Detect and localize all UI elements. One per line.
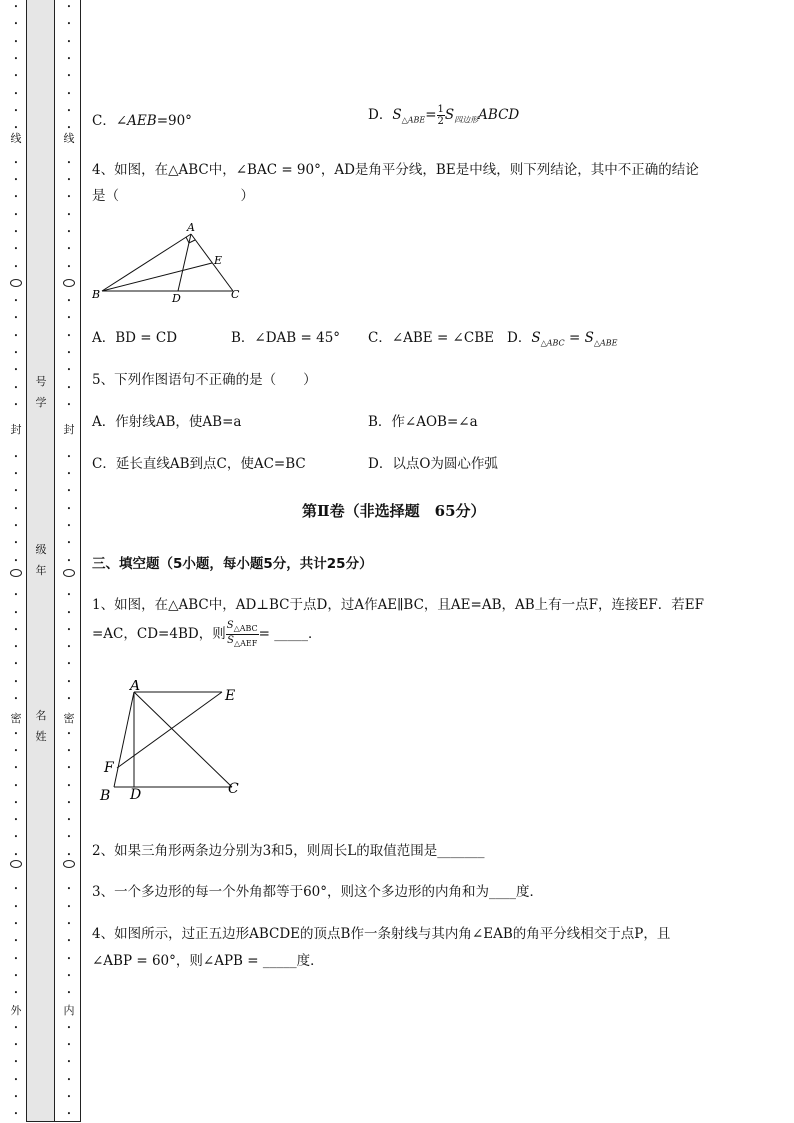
- outer-seal-line: [10, 0, 22, 1123]
- inner-seal-dot: •: [66, 539, 72, 548]
- outer-seal-dot: •: [13, 487, 19, 496]
- field-xing: 姓: [35, 730, 47, 743]
- inner-seal-dot: •: [66, 919, 72, 928]
- outer-seal-dot: •: [13, 798, 19, 807]
- inner-seal-dot: •: [66, 989, 72, 998]
- q3-option-c-prefix: C．: [92, 113, 116, 129]
- inner-seal-char: 密: [63, 712, 75, 725]
- outer-seal-dot: •: [13, 227, 19, 236]
- outer-seal-dot: •: [13, 20, 19, 29]
- q3-option-d-rest: ABCD: [478, 107, 520, 123]
- outer-seal-dot: •: [13, 971, 19, 980]
- inner-seal-dot: •: [66, 227, 72, 236]
- outer-seal-dot: •: [13, 781, 19, 790]
- outer-seal-dot: •: [13, 919, 19, 928]
- inner-seal-char: 线: [63, 132, 75, 145]
- inner-seal-dot: •: [66, 72, 72, 81]
- f1-stem-line1: 1、如图，在△ABC中，AD⊥BC于点D，过A作AE∥BC，且AE=AB，AB上有一点F，连接EF．若EF: [92, 597, 704, 613]
- q4-option-a: A．BD = CD: [92, 330, 178, 346]
- field-hao: 号: [35, 375, 47, 388]
- f1-figure: [92, 680, 252, 805]
- inner-seal-dot: •: [66, 106, 72, 115]
- q3-option-d-prefix: D．: [368, 107, 393, 123]
- outer-seal-dot: •: [13, 349, 19, 357]
- inner-seal-dot: •: [66, 54, 72, 63]
- outer-seal-dot: •: [13, 504, 19, 513]
- f1-label-f: F: [104, 760, 114, 776]
- outer-seal-dot: •: [13, 902, 19, 911]
- outer-seal-dot: •: [13, 764, 19, 773]
- inner-seal-dot: •: [66, 504, 72, 513]
- q3-option-d: D．$S_{\triangle ABE}=$ $\frac{1}{2}$ $S_{四边形}ABCD$: [368, 104, 520, 127]
- outer-seal-dot: •: [13, 400, 19, 409]
- inner-seal-dot: •: [66, 971, 72, 980]
- f1-label-d: D: [130, 787, 142, 803]
- f1-area-ratio: [226, 620, 259, 649]
- inner-seal-dot: •: [66, 176, 72, 184]
- q5-option-a: A．作射线AB，使AB=a: [92, 414, 242, 430]
- outer-seal-dot: •: [13, 245, 19, 254]
- inner-seal-dot: •: [66, 902, 72, 911]
- binding-margin: [0, 0, 82, 1123]
- outer-seal-dot: •: [13, 591, 19, 600]
- inner-seal-dot: •: [66, 487, 72, 496]
- inner-seal-dot: •: [66, 470, 72, 479]
- inner-seal-dot: •: [66, 746, 72, 755]
- inner-seal-dot: •: [66, 522, 72, 530]
- f4-stem-line2: ∠ABP = 60°，则∠APB = _____度．: [92, 953, 324, 969]
- outer-seal-dot: •: [13, 1058, 19, 1067]
- f1-label-b: B: [100, 788, 111, 804]
- f2-stem: 2、如果三角形两条边分别为3和5，则周长L的取值范围是_______: [92, 843, 485, 859]
- q3-option-d-fraction: [437, 104, 445, 127]
- inner-seal-dot: •: [66, 798, 72, 807]
- part-three-heading: 三、填空题（5小题，每小题5分，共计25分）: [92, 556, 373, 572]
- q5-option-b: B．作∠AOB=∠a: [368, 414, 478, 430]
- field-xue: 学: [35, 396, 47, 409]
- inner-seal-dot: •: [66, 764, 72, 773]
- outer-seal-dot: •: [13, 677, 19, 686]
- q4-option-d-sub1: △ABC: [540, 338, 565, 348]
- inner-seal-dot: •: [66, 660, 72, 669]
- f1-label-a: A: [130, 680, 141, 694]
- q4-label-d: D: [172, 292, 181, 305]
- inner-seal-dot: •: [66, 816, 72, 825]
- inner-seal-dot: •: [66, 158, 72, 167]
- outer-seal-dot: •: [13, 37, 19, 46]
- q3-option-d-area-lhs: $S_{\triangle ABE}=$: [392, 107, 437, 125]
- q4-option-b: B．∠DAB = 45°: [231, 330, 341, 346]
- outer-seal-dot: •: [13, 833, 19, 842]
- outer-seal-dot: •: [13, 3, 19, 11]
- q4-label-b: B: [92, 288, 101, 301]
- inner-seal-dot: •: [66, 677, 72, 686]
- outer-seal-dot: •: [13, 106, 19, 115]
- outer-seal-dot: •: [13, 608, 19, 617]
- inner-seal-dot: •: [66, 1041, 72, 1049]
- inner-seal-dot: •: [66, 729, 72, 738]
- q3-frac-num: 1: [437, 104, 444, 115]
- outer-seal-dot: •: [13, 366, 19, 375]
- inner-seal-dot: •: [66, 383, 72, 392]
- inner-seal-char: 内: [63, 1004, 75, 1017]
- inner-seal-dot: •: [66, 20, 72, 29]
- q4-option-d-prefix: D．: [507, 330, 532, 346]
- outer-seal-dot: •: [13, 643, 19, 652]
- outer-seal-dot: •: [13, 539, 19, 548]
- outer-seal-dot: •: [13, 314, 19, 323]
- outer-seal-dot: •: [13, 193, 19, 202]
- inner-seal-dot: •: [66, 210, 72, 219]
- field-ming: 名: [35, 709, 47, 722]
- outer-seal-dot: •: [13, 210, 19, 219]
- outer-seal-dot: •: [13, 54, 19, 63]
- f1-frac-den-sub: △AEF: [233, 639, 258, 648]
- outer-seal-dot: •: [13, 452, 19, 461]
- inner-seal-char: 封: [63, 423, 75, 436]
- section-title: 第Ⅱ卷（非选择题 65分）: [302, 502, 486, 520]
- inner-seal-dot: •: [66, 452, 72, 461]
- outer-seal-dot: •: [13, 937, 19, 946]
- q4-label-e: E: [214, 254, 223, 267]
- outer-seal-char: 外: [10, 1004, 22, 1017]
- inner-seal-dot: •: [66, 331, 72, 340]
- outer-seal-dot: •: [13, 470, 19, 479]
- inner-seal-dot: •: [66, 124, 72, 133]
- outer-seal-dot: •: [13, 1023, 19, 1032]
- inner-seal-dot: •: [66, 297, 72, 306]
- f1-frac-num: S: [226, 620, 234, 631]
- inner-seal-dot: •: [66, 89, 72, 98]
- f1-frac-num-sub: △ABC: [233, 624, 258, 633]
- outer-seal-dot: •: [13, 1110, 19, 1119]
- f3-stem: 3、一个多边形的每一个外角都等于60°，则这个多边形的内角和为____度．: [92, 884, 544, 900]
- outer-seal-dot: •: [13, 297, 19, 306]
- q4-label-a: A: [187, 221, 195, 234]
- outer-seal-dot: •: [13, 124, 19, 133]
- inner-seal-dot: •: [66, 1058, 72, 1067]
- q4-label-c: C: [231, 288, 240, 301]
- outer-seal-char: 密: [10, 712, 22, 725]
- q3-frac-den: 2: [437, 116, 444, 127]
- outer-seal-dot: •: [13, 1092, 19, 1101]
- outer-seal-dot: •: [13, 72, 19, 81]
- inner-seal-dot: •: [66, 885, 72, 894]
- q3-option-c: [92, 109, 192, 129]
- outer-seal-dot: •: [13, 383, 19, 392]
- inner-seal-dot: •: [66, 262, 72, 271]
- f1-line2-pre: =AC，CD=4BD，则: [92, 626, 226, 642]
- inner-seal-dot: •: [66, 1075, 72, 1084]
- inner-seal-dot: •: [66, 1092, 72, 1101]
- q3-option-d-sub: 四边形: [454, 115, 479, 125]
- inner-seal-dot: •: [66, 643, 72, 652]
- q4-option-c: C．∠ABE = ∠CBE: [368, 330, 494, 346]
- q4-option-d-sub2: △ABE: [593, 338, 618, 348]
- outer-seal-dot: •: [13, 176, 19, 184]
- outer-seal-dot: •: [13, 1041, 19, 1049]
- q3-option-c-angle: ∠AEB: [115, 113, 157, 129]
- inner-seal-dot: •: [66, 937, 72, 946]
- inner-seal-dot: •: [66, 37, 72, 46]
- outer-seal-char: 线: [10, 132, 22, 145]
- outer-seal-dot: •: [13, 816, 19, 825]
- q4-stem-line1: 4、如图，在△ABC中，∠BAC = 90°，AD是角平分线，BE是中线，则下列结论，其中不正确的结论: [92, 162, 699, 178]
- outer-seal-dot: •: [13, 625, 19, 634]
- margin-gray-column: [26, 0, 55, 1122]
- q4-option-d-eq: =: [564, 330, 585, 346]
- inner-seal-dot: •: [66, 3, 72, 11]
- q4-option-d-s2: S: [584, 330, 594, 346]
- f1-label-c: C: [228, 781, 239, 797]
- f4-stem-line1: 4、如图所示，过正五边形ABCDE的顶点B作一条射线与其内角∠EAB的角平分线相交于点P，且: [92, 926, 671, 942]
- inner-seal-dot: •: [66, 954, 72, 963]
- outer-seal-dot: •: [13, 262, 19, 271]
- field-nian: 年: [35, 564, 47, 577]
- q4-triangle-figure: [92, 218, 252, 308]
- outer-seal-dot: •: [13, 850, 19, 859]
- inner-seal-dot: •: [66, 245, 72, 254]
- q4-option-d: [507, 326, 617, 348]
- outer-seal-dot: •: [13, 746, 19, 755]
- f1-frac-den: S: [227, 635, 234, 646]
- inner-seal-dot: •: [66, 1023, 72, 1032]
- outer-seal-dot: •: [13, 660, 19, 669]
- q4-option-d-s1: S: [531, 330, 541, 346]
- inner-seal-dot: •: [66, 349, 72, 357]
- outer-seal-char: 封: [10, 423, 22, 436]
- inner-seal-dot: •: [66, 850, 72, 859]
- q4-stem-line2: 是（ ）: [92, 188, 254, 204]
- inner-seal-dot: •: [66, 625, 72, 634]
- q3-option-c-rest: =90°: [156, 113, 192, 129]
- outer-seal-dot: •: [13, 695, 19, 703]
- inner-seal-dot: •: [66, 556, 72, 565]
- outer-seal-dot: •: [13, 885, 19, 894]
- q5-option-d: D．以点O为圆心作弧: [368, 456, 498, 472]
- f1-stem-line2: [92, 620, 322, 649]
- inner-seal-dot: •: [66, 608, 72, 617]
- q5-option-c: C．延长直线AB到点C，使AC=BC: [92, 456, 306, 472]
- inner-seal-dot: •: [66, 591, 72, 600]
- inner-seal-dot: •: [66, 1110, 72, 1119]
- outer-seal-dot: •: [13, 331, 19, 340]
- inner-seal-dot: •: [66, 314, 72, 323]
- inner-seal-dot: •: [66, 695, 72, 703]
- outer-seal-dot: •: [13, 954, 19, 963]
- outer-seal-dot: •: [13, 729, 19, 738]
- outer-seal-dot: •: [13, 522, 19, 530]
- inner-seal-dot: •: [66, 193, 72, 202]
- f1-line2-post: = _____．: [258, 626, 322, 642]
- outer-seal-dot: •: [13, 989, 19, 998]
- outer-seal-dot: •: [13, 158, 19, 167]
- inner-seal-dot: •: [66, 400, 72, 409]
- field-ji: 级: [35, 543, 47, 556]
- q5-stem: 5、下列作图语句不正确的是（ ）: [92, 372, 317, 388]
- outer-seal-dot: •: [13, 1075, 19, 1084]
- inner-seal-line: [63, 0, 75, 1123]
- outer-seal-dot: •: [13, 89, 19, 98]
- margin-rule: [80, 0, 81, 1122]
- f1-label-e: E: [225, 688, 236, 704]
- inner-seal-dot: •: [66, 366, 72, 375]
- inner-seal-dot: •: [66, 833, 72, 842]
- outer-seal-dot: •: [13, 556, 19, 565]
- inner-seal-dot: •: [66, 781, 72, 790]
